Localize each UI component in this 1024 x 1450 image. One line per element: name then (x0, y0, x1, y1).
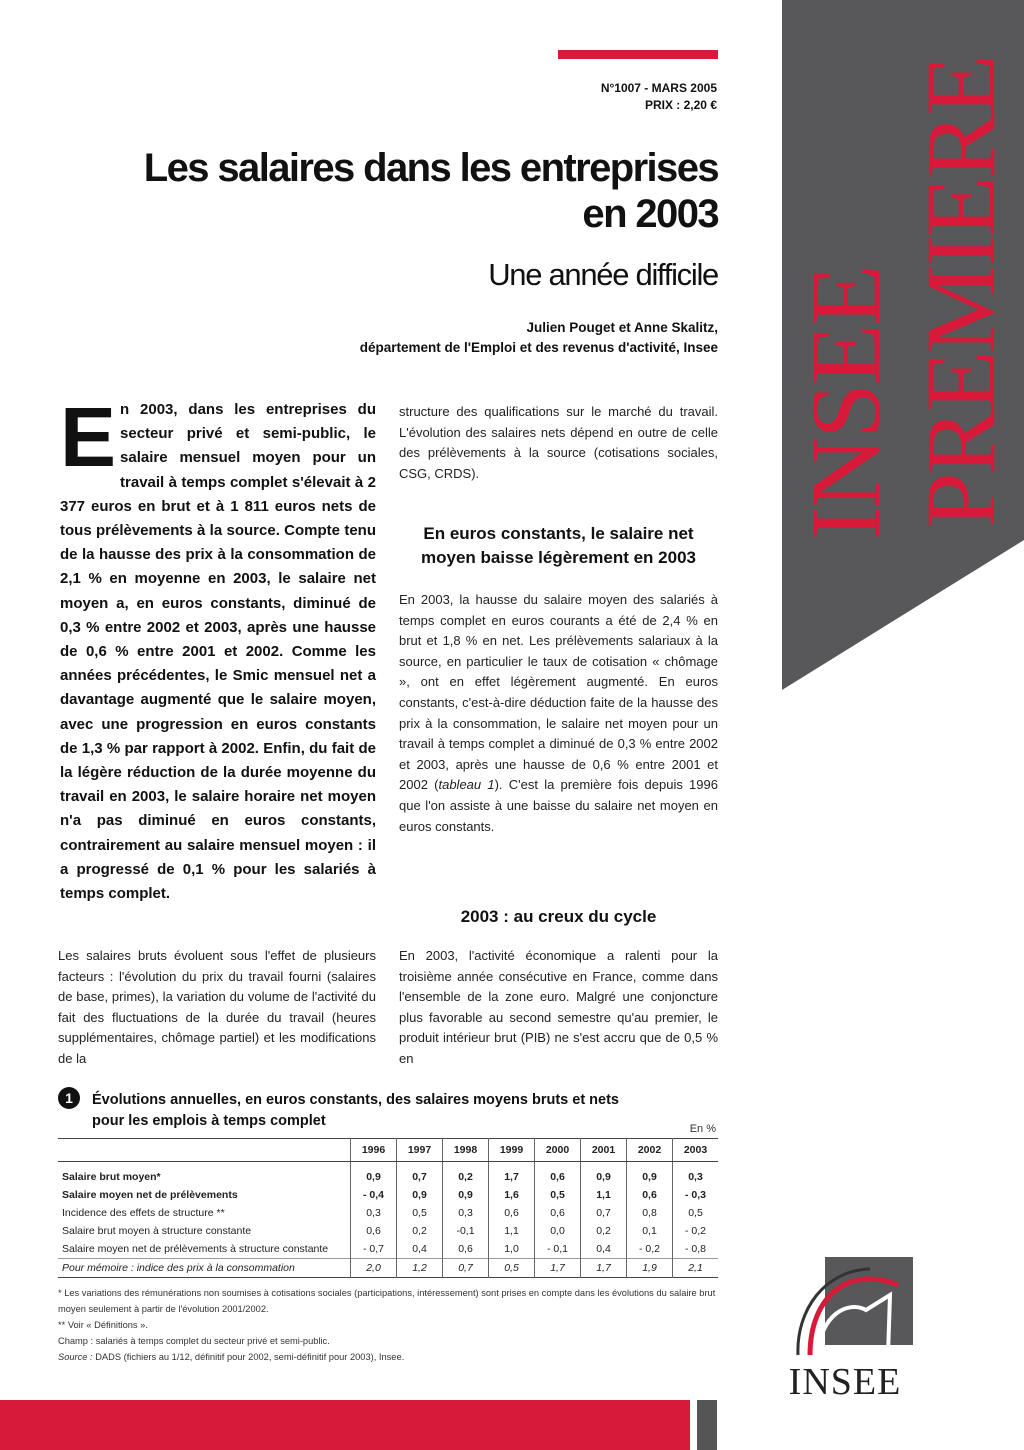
table-cell: - 0,2 (673, 1222, 719, 1240)
table-row (58, 1162, 718, 1187)
table-cell: 0,9 (581, 1162, 627, 1187)
table-cell: 0,5 (397, 1204, 443, 1222)
table-cell: 0,6 (535, 1204, 581, 1222)
source-text: DADS (fichiers au 1/12, définitif pour 2002, semi-définitif pour 2003), Insee. (92, 1352, 405, 1362)
table-cell: 2,0 (351, 1259, 397, 1278)
lead-text: n 2003, dans les entreprises du secteur privé et semi-public, le salaire mensuel moyen pour un travail à temps complet s'élevait à 2 377 euros en brut et à 1 811 euros nets de tous prélèvements à la source. Compte tenu de la hausse des prix à la consommation de 2,1 % en moyenne en 2003, le salaire net moyen a, en euros constants, diminué de 0,3 % entre 2002 et 2003, après une hausse de 0,6 % entre 2001 et 2002. Comme les années précédentes, le Smic mensuel net a davantage augmenté que le salaire moyen, avec une progression en euros constants de 1,3 % par rapport à 2002. Enfin, du fait de la légère réduction de la durée moyenne du travail en 2003, le salaire horaire net moyen n'a pas diminué en euros constants, contrairement au salaire mensuel moyen : il a progressé de 0,1 % pour les salariés à temps complet. (60, 401, 376, 903)
year-header: 1999 (489, 1139, 535, 1162)
author-affiliation: département de l'Emploi et des revenus d'activité, Insee (359, 340, 718, 355)
table-cell: 1,7 (489, 1162, 535, 1187)
table-cell: 1,7 (535, 1259, 581, 1278)
title-line1: Les salaires dans les entreprises (143, 146, 718, 190)
table-title-line2: pour les emplois à temps complet (92, 1113, 326, 1129)
body-text: En 2003, la hausse du salaire moyen des salariés à temps complet en euros courants a été de 2,4 % en brut et 1,8 % en net. Les prélèvements salariaux à la source, en particulier le taux de cotisation « chômage », ont en effet légèrement augmenté. En euros constants, c'est-à-dire déduction faite de la hausse des prix à la consommation, le salaire net moyen pour un travail à temps complet a diminué de 0,3 % entre 2002 et 2003, après une hausse de 0,6 % entre 2001 et 2002 ( (399, 592, 718, 793)
table-cell: 0,2 (397, 1222, 443, 1240)
source-note (58, 1349, 720, 1365)
page-subtitle: Une année difficile (488, 257, 718, 292)
table-cell: 0,9 (627, 1162, 673, 1187)
row-label: Incidence des effets de structure ** (62, 1207, 225, 1219)
table-cell: 0,5 (535, 1186, 581, 1204)
body-paragraph: Les salaires bruts évoluent sous l'effet de plusieurs facteurs : l'évolution du prix du travail fourni (salaires de base, primes), la variation du volume de l'activité du fait des fluctuations de la durée du travail (heures supplémentaires, chômage partiel) et les modifications de la (58, 948, 376, 1066)
table-cell: 0,2 (443, 1162, 489, 1187)
note: Champ : salariés à temps complet du secteur privé et semi-public. (58, 1336, 330, 1346)
table-row (58, 1222, 718, 1240)
year-header: 1998 (443, 1139, 489, 1162)
table-cell: - 0,1 (535, 1240, 581, 1259)
series-name-line2: PREMIERE (905, 57, 1016, 528)
row-label: Salaire moyen net de prélèvements à structure constante (62, 1243, 329, 1255)
table-header-blank (58, 1139, 351, 1162)
row-label: Salaire brut moyen à structure constante (62, 1225, 252, 1237)
table-cell: 0,7 (443, 1259, 489, 1278)
row-label: Salaire moyen net de prélèvements (62, 1189, 238, 1201)
table-cell: 2,1 (673, 1259, 719, 1278)
table-cell: 1,1 (489, 1222, 535, 1240)
table-cell: 0,9 (443, 1186, 489, 1204)
title-line2: en 2003 (582, 192, 718, 236)
body-paragraph: En 2003, l'activité économique a ralenti pour la troisième année consécutive en France, comme dans l'ensemble de la zone euro. Malgré une conjoncture plus favorable au second semestre qu'au premier, le produit intérieur brut (PIB) ne s'est accru que de 0,5 % en (399, 948, 718, 1066)
table-cell: -0,1 (443, 1222, 489, 1240)
body-paragraph: structure des qualifications sur le marché du travail. L'évolution des salaires nets dépend en outre de celle des prélèvements à la source (cotisations sociales, CSG, CRDS). (399, 404, 718, 481)
table-cell: 1,9 (627, 1259, 673, 1278)
table-cell: 0,3 (351, 1204, 397, 1222)
year-header: 1996 (351, 1139, 397, 1162)
table-notes (58, 1285, 720, 1365)
issue-number-date: N°1007 - MARS 2005 (600, 81, 717, 95)
table-row (58, 1186, 718, 1204)
section-heading: 2003 : au creux du cycle (460, 907, 657, 926)
issue-info (500, 80, 717, 114)
table-title-line1: Évolutions annuelles, en euros constants, des salaires moyens bruts et nets (92, 1092, 619, 1108)
table-cell: 0,7 (397, 1162, 443, 1187)
series-name-line1: INSEE (790, 266, 901, 540)
table-cell: 0,6 (535, 1162, 581, 1187)
insee-logo-text: INSEE (788, 1361, 902, 1403)
table-cell: - 0,7 (351, 1240, 397, 1259)
page-title (60, 145, 718, 237)
table-cell: 1,6 (489, 1186, 535, 1204)
drop-cap: E (60, 390, 115, 484)
table-row (58, 1259, 718, 1278)
note: ** Voir « Définitions ». (58, 1320, 148, 1330)
year-header: 1997 (397, 1139, 443, 1162)
body-text: ). C'est la première fois depuis 1996 que l'on assiste à une baisse du salaire net moyen en euros constants. (399, 777, 718, 834)
table-cell: 1,0 (489, 1240, 535, 1259)
lead-paragraph (60, 390, 376, 906)
table-cell: 0,2 (581, 1222, 627, 1240)
table-number-badge: 1 (58, 1087, 80, 1109)
table-cell: 0,4 (397, 1240, 443, 1259)
table-cell: 1,2 (397, 1259, 443, 1278)
table-cell: 0,4 (581, 1240, 627, 1259)
row-label: Pour mémoire : indice des prix à la consommation (58, 1259, 351, 1278)
table-cell: 0,5 (673, 1204, 719, 1222)
table-cell: 0,7 (581, 1204, 627, 1222)
table-cell: - 0,4 (351, 1186, 397, 1204)
table-cell: 1,1 (581, 1186, 627, 1204)
table-cell: - 0,8 (673, 1240, 719, 1259)
table-cell: - 0,3 (673, 1186, 719, 1204)
table-cell: 0,5 (489, 1259, 535, 1278)
top-accent-rule (558, 50, 718, 59)
table-cell: 0,3 (673, 1162, 719, 1187)
author-names: Julien Pouget et Anne Skalitz, (526, 320, 718, 335)
issue-price: PRIX : 2,20 € (644, 98, 717, 112)
table-cell: 0,9 (397, 1186, 443, 1204)
table-cell: 0,6 (489, 1204, 535, 1222)
table-reference-link[interactable]: tableau 1 (438, 777, 495, 793)
table-header-row (58, 1139, 718, 1162)
table-cell: - 0,2 (627, 1240, 673, 1259)
table-title (92, 1090, 712, 1132)
table-unit: En % (689, 1123, 716, 1135)
table-row (58, 1240, 718, 1259)
table-cell: 0,9 (351, 1162, 397, 1187)
table-cell: 0,6 (627, 1186, 673, 1204)
source-label: Source : (58, 1352, 93, 1362)
footer-accent-bar (0, 1400, 690, 1450)
year-header: 2002 (627, 1139, 673, 1162)
table-row (58, 1204, 718, 1222)
footer-gray-bar (697, 1400, 717, 1450)
row-label: Salaire brut moyen* (62, 1171, 161, 1183)
table-cell: 1,7 (581, 1259, 627, 1278)
body-paragraph (399, 590, 718, 837)
authors (200, 318, 718, 358)
table-cell: 0,0 (535, 1222, 581, 1240)
table-cell: 0,3 (443, 1204, 489, 1222)
table-cell: 0,6 (351, 1222, 397, 1240)
year-header: 2003 (673, 1139, 719, 1162)
note: * Les variations des rémunérations non soumises à cotisations sociales (participations, intéressement) sont prises en compte dans les évolutions du salaire brut moyen seulement à partir de l'évolution 2001/2002. (58, 1288, 716, 1314)
table-cell: 0,1 (627, 1222, 673, 1240)
year-header: 2000 (535, 1139, 581, 1162)
year-header: 2001 (581, 1139, 627, 1162)
table-cell: 0,6 (443, 1240, 489, 1259)
table-cell: 0,8 (627, 1204, 673, 1222)
section-heading: En euros constants, le salaire net moyen baisse légèrement en 2003 (421, 524, 696, 567)
data-table (58, 1138, 718, 1278)
